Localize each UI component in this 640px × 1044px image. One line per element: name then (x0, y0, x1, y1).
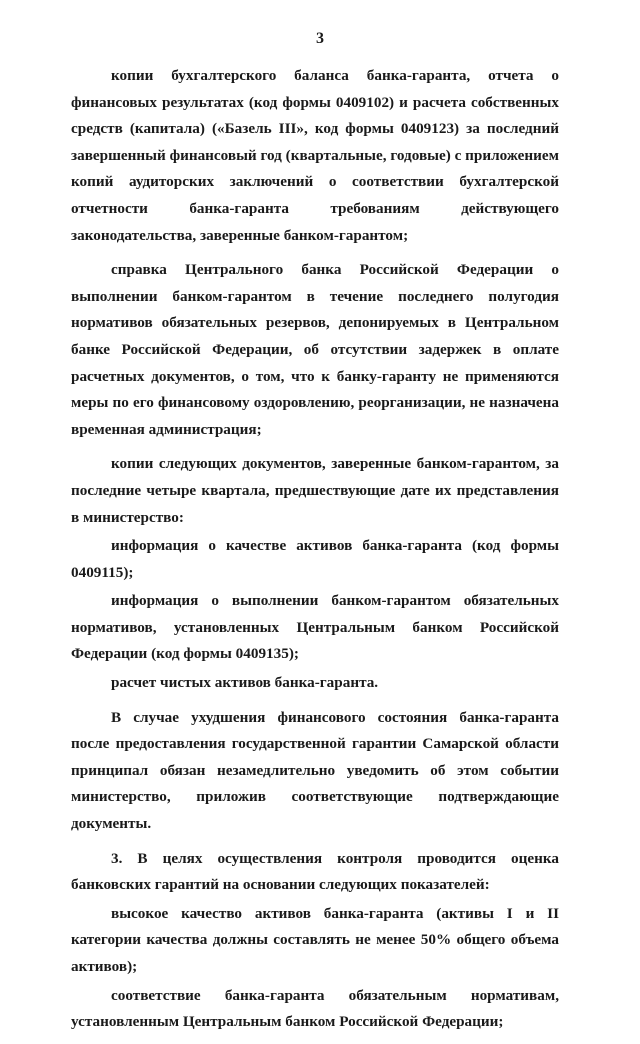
paragraph-compliance-ratios: соответствие банка-гаранта обязательным нормативам, установленным Центральным банком Российской Федерации; (71, 986, 559, 1031)
paragraph-control-assessment: 3. В целях осуществления контроля проводится оценка банковских гарантий на основании следующих показателей: (71, 849, 559, 894)
page-number: 3 (316, 30, 324, 47)
paragraph-asset-quality-info: информация о качестве активов банка-гаранта (код формы 0409115); (71, 537, 559, 581)
paragraph-high-asset-quality: высокое качество активов банка-гаранта (активы I и II категории качества должны составлять не менее 50% общего объема активов); (71, 904, 559, 975)
paragraph-net-assets: расчет чистых активов банка-гаранта. (111, 674, 379, 692)
paragraph-central-bank-certificate: справка Центрального банка Российской Федерации о выполнении банком-гарантом в течение последнего полугодия нормативов обязательных резервов, депонируемых в Центральном банке Российской Федерации, об отсутствии задержек в оплате расчетных документов, о том, что к банку-гаранту не применяются меры по его финансовому оздоровлению, реорганизации, не назначена временная администрация; (71, 261, 559, 438)
paragraph-financial-deterioration: В случае ухудшения финансового состояния банка-гаранта после предоставления государственной гарантии Самарской области принципал обязан незамедлительно уведомить об этом событии министерство, приложив соответствующие подтверждающие документы. (71, 708, 559, 833)
paragraph-documents-copies: копии следующих документов, заверенные банком-гарантом, за последние четыре квартала, предшествующие дате их представления в министерство: (71, 455, 559, 526)
document-body (71, 63, 559, 1044)
paragraph-mandatory-ratios-info: информация о выполнении банком-гарантом обязательных нормативов, установленных Центральным банком Российской Федерации (код формы 0409135); (71, 592, 559, 663)
paragraph-balance-copies: копии бухгалтерского баланса банка-гаранта, отчета о финансовых результатах (код формы 0409102) и расчета собственных средств (капитала) («Базель III», код формы 0409123) за последний завершенный финансовый год (квартальные, годовые) с приложением копий аудиторских заключений о соответствии бухгалтерской отчетности банка-гаранта требованиям действующего законодательства, заверенные банком-гарантом; (71, 67, 559, 244)
